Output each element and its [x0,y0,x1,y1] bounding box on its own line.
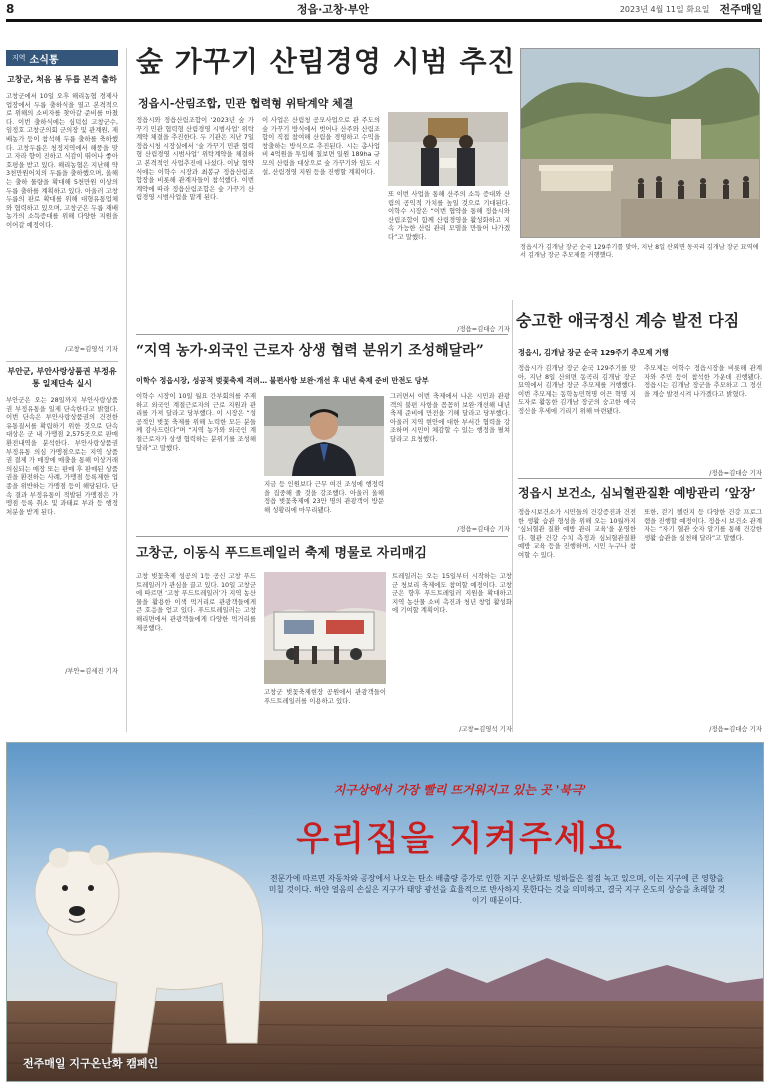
mayor-portrait [264,396,384,476]
ad-body: 전문가에 따르면 자동차와 공장에서 나오는 탄소 배출량 증가로 인한 지구 온난화로 빙하들은 점점 녹고 있으며, 이는 지구에 큰 영향을 미칠 것이다. 하얀 얼음의 손실은 지구가 태양 광선을 효율적으로 반사하지 못한다는 것을 의미하고, 결국 지구 온도의 상승을 초래할 것이기 때문이다. [268,874,726,905]
paper-name: 전주매일 [719,3,762,16]
patriot-headline: 숭고한 애국정신 계승 발전 다짐 [516,311,740,330]
article-divider-3 [518,478,762,479]
sidebar-item2-title: 부안군, 부안사랑상품권 부정유통 일제단속 실시 [7,367,117,388]
foodtruck-headline: 고창군, 이동식 푸드트레일러 축제 명물로 자리매김 [136,546,427,561]
foodtruck-col2: 고창군 벚꽃축제현장 공원에서 관광객들이 푸드트레일러를 이용하고 있다. [264,688,386,705]
badge-small: 지역 [12,54,26,62]
climate-ad [6,742,764,1082]
article-divider [136,334,508,335]
quote-byline: /정읍=김대승 기자 [457,525,510,533]
main-col3: 또 이번 사업을 통해 산주의 소득 증대와 산림의 공익적 가치를 높일 것으로 기대된다. 이학수 시장은 “이번 협약을 통해 정읍시와 산림조합이 함께 산림경영을 활성화하고 지속 가능한 산림 관리 모델을 만들어 나가겠다”고 말했다. [388,190,510,241]
badge-main: 소식통 [29,54,59,66]
quote-subhead: 이학수 정읍시장, 성공적 벚꽃축제 격려… 불편사항 보완·개선 후 내년 축제 준비 만전도 당부 [136,376,429,385]
issue-date: 2023년 4월 11일 화요일 [619,4,710,14]
sidebar-badge [6,50,118,66]
header-rule [6,19,762,22]
foodtruck-col1: 고창 벚꽃축제 성공의 1등 공신 고창 푸드트레일러가 관심을 끌고 있다. 10일 고창군에 따르면 ‘고창 푸드트레일러’가 지역 농산물을 활용한 이색 먹거리로 관광객들에게 큰 호응을 얻고 있다. 푸드트레일러는 고창해리면에서 관광객들에게 다양한 먹거리를 제공했다. [136,572,256,632]
section-title: 정읍·고창·부안 [296,3,369,16]
health-col2: 또한, 걷기 챌린지 등 다양한 건강 프로그램을 진행할 예정이다. 정읍시 보건소 관계자는 “자기 혈관 숫자 알기를 통해 건강한 생활 습관을 실천해 달라”고 말했다. [644,508,762,542]
article-divider-2 [136,536,508,537]
sidebar-item1-title: 고창군, 처음 봄 두릅 본격 출하 [7,75,117,84]
health-col1: 정읍시보건소가 시민들의 건강증진과 건전한 생활 습관 형성을 위해 오는 10월까지 ‘심뇌혈관 질환 예방 관리 교육’을 운영한다. 혈관 건강 수치 측정과 심뇌혈관질환 예방 교육 등을 진행하며, 시민 누구나 참여할 수 있다. [518,508,636,559]
sidebar-item2-body: 부안군은 오는 28일까지 부안사랑상품권 부정유통을 일제 단속한다고 밝혔다. 이번 단속은 부안사랑상품권의 건전한 유통질서를 확립하기 위한 것으로 단속대상은 군 내 가맹점 2,575곳으로 판매환전내역을 분석한다. 부안사랑상품권 부정유통 의심 가맹점으로는 지역 상품권 결제 가 매장에 매출을 통해 이상거래 의심되는 매장 또는 판매 후 판매된 상품권을 환전하는 사례, 가맹점 등록제한 업종을 위반하는 가맹점 등이 해당된다. 단속 결과 부정유통이 적발된 가맹점은 가맹점 등록 취소 및 과태료 부과 등 행정 처분을 받게 된다. [6,396,118,516]
main-col1: 정읍시와 정읍산림조합이 ‘2023년 숲 가꾸기 민관 협력형 산림경영 시범사업’ 위탁계약 체결을 추진한다. 두 기관은 지난 7일 정읍시청 시장실에서 ‘숲 가꾸기 민관 협력형 산림경영 시범사업’ 위탁계약을 체결하고 본격적인 사업추진에 나섰다. 이날 협약식에는 이학수 시장과 최봉규 정읍산림조합장을 비롯해 관계자들이 참석했다. 이번 계약에 따라 정읍산림조합은 숲 가꾸기 산림경영 시범사업을 맡게 된다. [136,116,254,202]
main-subhead: 정읍시-산림조합, 민관 협력형 위탁계약 체결 [138,97,354,110]
foodtruck-col3: 트레일러는 오는 15일부터 시작하는 고창군 청보리 축제에도 참여할 예정이다. 고창군은 향후 푸드트레일러 지원을 확대하고 지역 농산물 소비 촉진과 청년 창업 활성화에 기여할 계획이다. [392,572,512,615]
quote-col2: 지금 등 인원보다 근무 여건 조성에 행정력을 집중해 줄 것을 강조했다. 아울러 올해 정읍 벚꽃축제에 23만 명의 관광객이 방문해 성황리에 마무리됐다. [264,480,384,514]
quote-headline: “지역 농가·외국인 근로자 상생 협력 분위기 조성해달라” [136,343,484,359]
patriot-col2: 추모제는 이학수 정읍시장을 비롯해 관계자와 주민 등이 참석한 가운데 진행됐다. 정읍시는 김개남 장군을 추모하고 그 정신을 계승 발전시켜 나가겠다고 밝혔다. [644,364,762,398]
ad-title: 우리집을 지켜주세요 [296,819,624,859]
health-headline: 정읍시 보건소, 심뇌혈관질환 예방관리 ‘앞장’ [518,486,756,500]
quote-col1: 이학수 시장이 10일 월요 간부회의를 주재하고 외국인 계절근로자의 근로 지원과 관리를 가져 달라고 당부했다. 이 시장은 “성공적인 벚꽃 축제를 위해 노력한 모든 분들께 감사드린다”며 “지역 농가와 외국인 계절근로자가 상생 협력하는 분위기를 조성해 달라”고 말했다. [136,392,256,452]
sidebar-column [6,70,118,732]
memorial-photo [520,48,760,238]
page-header [6,0,762,18]
sidebar-divider [6,361,118,362]
sidebar-item1-body: 고창군에서 10일 오후 해리농협 경제사업장에서 두릅 출하식을 열고 본격적으로 위해의 소비자를 찾아갈 준비를 마쳤다. 이번 출하식에는 심덕섭 고창군수, 임정호 고창군의회 군의장 및 관계원, 재배농가 등이 참석해 두릅 출하를 축하했다. 고창두릅은 청정지역에서 해풍을 맞고 자라 향이 진하고 식감이 뛰어나 좋아 호평을 받고 있다. 해리농협은 지난해 약 3천만원어치의 두릅을 출하했으며, 올해는 출하 물량을 확대해 5천만원 이상의 두릅 출하를 계획하고 있다. 아울러 고창두릅의 판로 확대를 위해 대형유통업체와 협력하고 있으며, 고창군은 두릅 재배농가의 소득증대를 위해 다양한 지원을 이어갈 예정이다. [6,92,118,229]
sidebar-item2-byline: /부안=김세진 기자 [65,667,118,675]
memorial-photo-caption: 정읍시가 김개남 장군 순국 129주기를 맞아, 지난 8일 산외면 동곡리 김개남 장군 묘역에서 김개남 장군 추모제를 거행했다. [520,244,759,260]
signing-photo [388,112,508,186]
quote-col3: 그러면서 이번 축제에서 나온 시민과 관광객의 불편 사항을 꼼꼼히 보완·개선해 내년 축제 준비에 만전을 기해 달라고 당부했다. 아울러 지역 현안에 대한 부서간 협력을 강조하며 시민이 체감할 수 있는 행정을 펼쳐 달라고 요청했다. [390,392,510,443]
health-byline: /정읍=김대승 기자 [709,725,762,733]
sidebar-item1-byline: /고창=김영석 기자 [65,345,118,353]
foodtruck-photo [264,572,386,684]
page-number: 8 [6,2,15,16]
ad-tagline: 지구상에서 가장 빨리 뜨거워지고 있는 곳 '북극' [333,783,587,797]
right-column-divider [512,300,513,732]
column-divider [126,48,127,732]
main-byline: /정읍=김대승 기자 [457,325,510,333]
patriot-subhead: 정읍시, 김개남 장군 순국 129주기 추모제 거행 [518,348,669,357]
main-col2: 이 사업은 산림청 공모사업으로 관 주도의 숲 가꾸기 방식에서 벗어나 산주와 산림조합이 직접 참여해 산림을 경영하고 수익을 창출하는 방식으로 추진된다. 시는 총사업비 4억원을 투입해 칠보면 일원 189ha 규모의 산림을 대상으로 숲 가꾸기와 임도 시설, 산림경영 지원 등을 진행할 계획이다. [262,116,380,176]
main-headline: 숲 가꾸기 산림경영 시범 추진 [136,45,516,78]
foodtruck-byline: /고창=김영석 기자 [459,725,512,733]
ad-footer: 전주매일 지구온난화 캠페인 [23,1057,159,1070]
patriot-col1: 정읍시가 김개남 장군 순국 129주기를 맞아, 지난 8일 산외면 동곡리 김개남 장군 묘역에서 김개남 장군 추모제를 거행했다. 이번 추모제는 동학농민혁명 이끈 혁명 지도자로 활동한 김개남 장군의 숭고한 애국정신을 후세에 기리기 위해 마련됐다. [518,364,636,415]
patriot-byline: /정읍=김대승 기자 [709,469,762,477]
